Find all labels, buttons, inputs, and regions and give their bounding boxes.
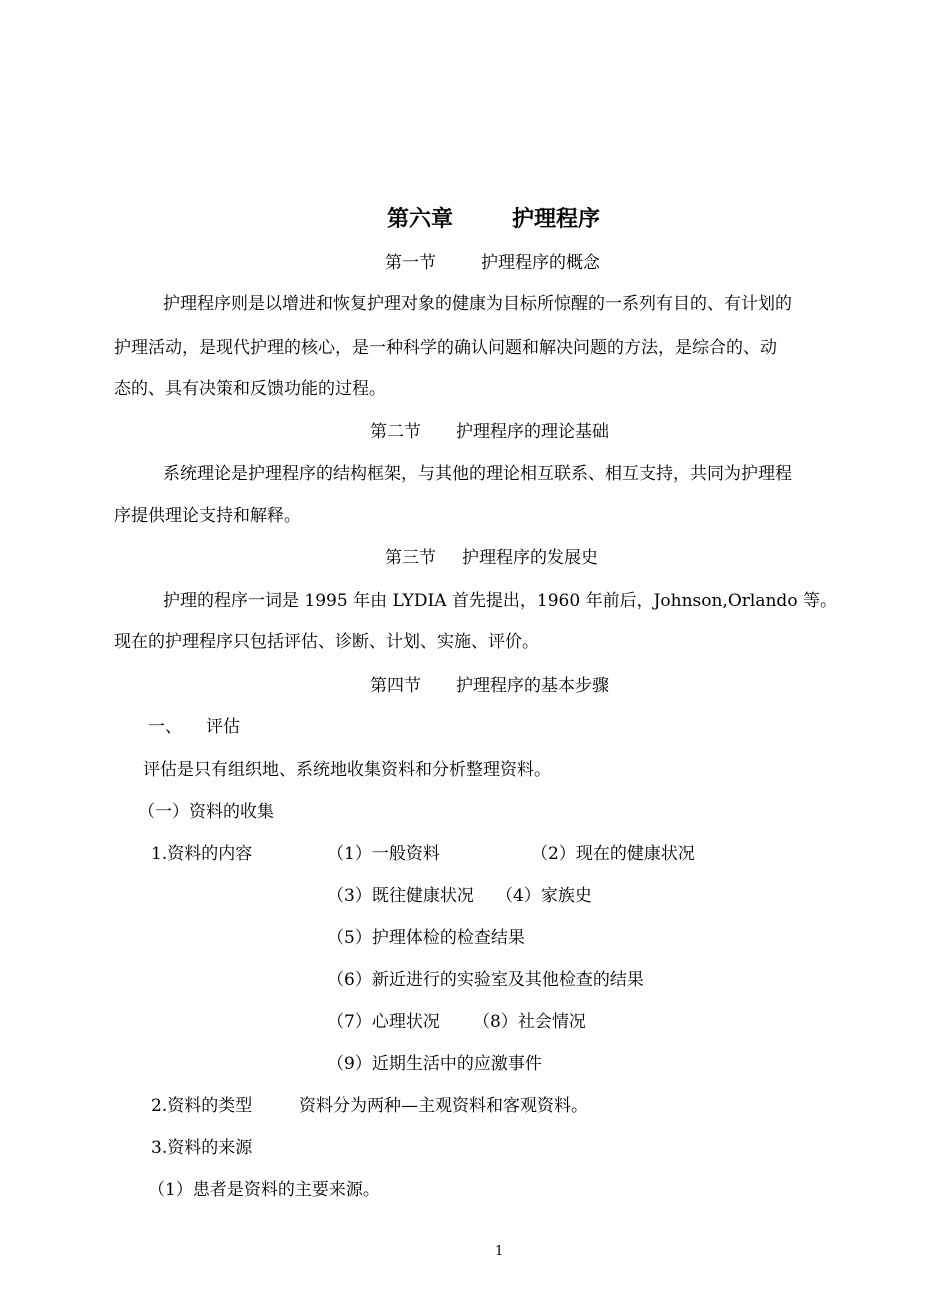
paragraph-line: 系统理论是护理程序的结构框架，与其他的理论相互联系、相互支持，共同为护理程 (163, 464, 792, 484)
section-number: 第一节 (385, 253, 436, 273)
chapter-title: 护理程序 (512, 206, 601, 232)
source-item: （1）患者是资料的主要来源。 (148, 1180, 380, 1200)
step-title: 评估 (206, 717, 240, 737)
page-number: 1 (495, 1244, 504, 1259)
list-label: 2.资料的类型 (151, 1096, 253, 1116)
section-number: 第三节 (385, 548, 436, 568)
list-item: （8）社会情况 (473, 1012, 586, 1032)
list-item: （9）近期生活中的应激事件 (327, 1054, 542, 1074)
paragraph-line: 现在的护理程序只包括评估、诊断、计划、实施、评价。 (114, 632, 539, 652)
section-number: 第二节 (370, 422, 421, 442)
list-label: 3.资料的来源 (151, 1138, 253, 1158)
section-title: 护理程序的概念 (481, 253, 600, 273)
chapter-number: 第六章 (387, 206, 454, 232)
step-definition: 评估是只有组织地、系统地收集资料和分析整理资料。 (143, 760, 551, 780)
list-label: 1.资料的内容 (151, 844, 253, 864)
paragraph-line: 护理程序则是以增进和恢复护理对象的健康为目标所惊醒的一系列有目的、有计划的 (163, 294, 792, 314)
step-number: 一、 (148, 717, 182, 737)
paragraph-line: 态的、具有决策和反馈功能的过程。 (114, 379, 386, 399)
list-item: （2）现在的健康状况 (531, 844, 695, 864)
section-title: 护理程序的发展史 (462, 548, 598, 568)
type-text: 资料分为两种—主观资料和客观资料。 (299, 1096, 588, 1116)
paragraph-line: 护理活动，是现代护理的核心，是一种科学的确认问题和解决问题的方法，是综合的、动 (114, 338, 777, 358)
section-title: 护理程序的理论基础 (456, 422, 609, 442)
paragraph-line: 序提供理论支持和解释。 (114, 506, 301, 526)
section-title: 护理程序的基本步骤 (456, 676, 609, 696)
subheading: （一）资料的收集 (138, 802, 274, 822)
paragraph-line: 护理的程序一词是 1995 年由 LYDIA 首先提出，1960 年前后，Johnson,Orlando 等。 (163, 591, 837, 611)
list-item: （4）家族史 (496, 886, 592, 906)
list-item: （3）既往健康状况 (327, 886, 474, 906)
list-item: （6）新近进行的实验室及其他检查的结果 (327, 970, 644, 990)
list-item: （5）护理体检的检查结果 (327, 928, 525, 948)
list-item: （1）一般资料 (327, 844, 440, 864)
list-item: （7）心理状况 (327, 1012, 440, 1032)
section-number: 第四节 (370, 676, 421, 696)
